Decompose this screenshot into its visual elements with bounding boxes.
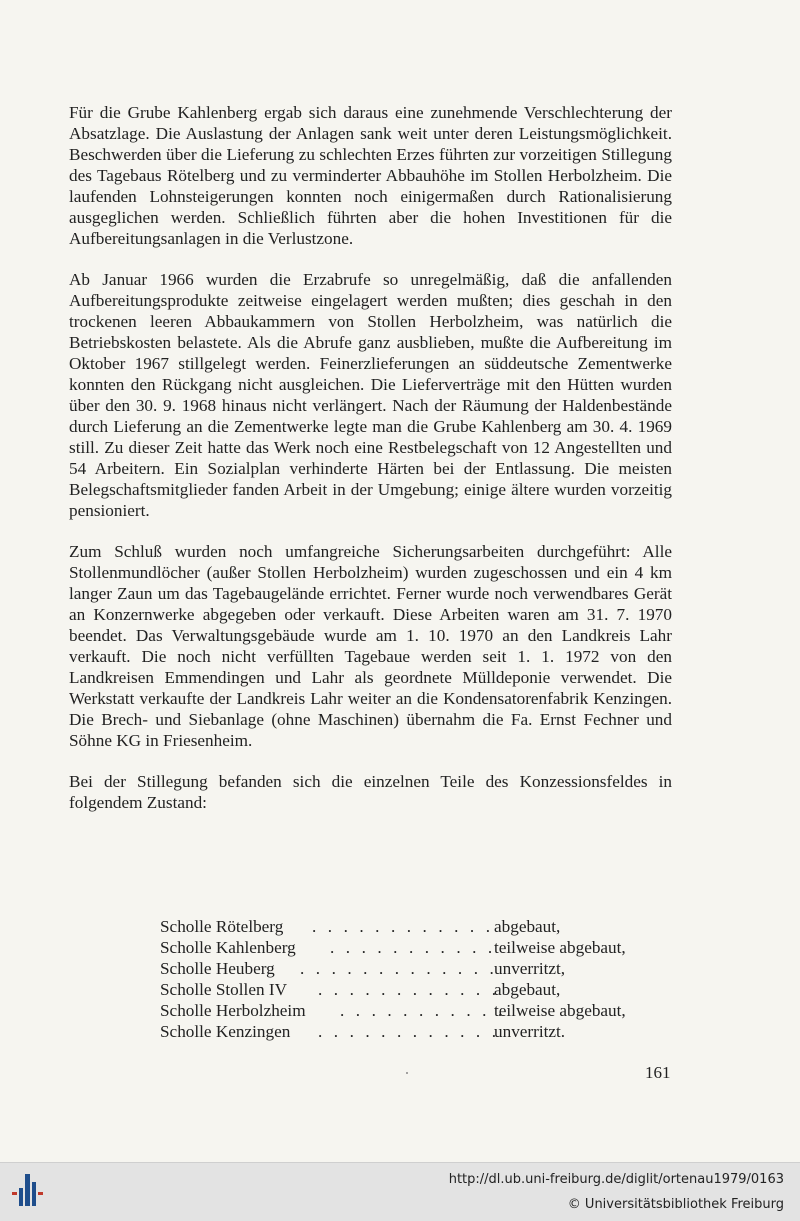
footer-copyright: © Universitätsbibliothek Freiburg bbox=[567, 1197, 784, 1212]
paragraph-2: Ab Januar 1966 wurden die Erzabrufe so unregelmäßig, daß die anfallenden Aufbereitungsprodukte zeitweise eingelagert werden mußten; dies geschah in den trockenen leeren Abbaukammern von Stollen Herbolzheim, was natürlich die Betriebskosten belastete. Als die Abrufe ganz ausblieben, mußte die Aufbereitung im Oktober 1967 stillgelegt werden. Feinerzlieferungen an süddeutsche Zementwerke konnten den Rückgang nicht ausgleichen. Die Lieferverträge mit den Hütten wurden über den 30. 9. 1968 hinaus nicht verlängert. Nach der Räumung der Haldenbestände durch Lieferung an die Zementwerke legte man die Grube Kahlenberg am 30. 4. 1969 still. Zu dieser Zeit hatte das Werk noch eine Restbelegschaft von 12 Angestellten und 54 Arbeitern. Ein Sozialplan verhinderte Härten bei der Entlassung. Die meisten Belegschaftsmitglieder fanden Arbeit in der Umgebung; einige ältere wurden vorzeitig pensioniert. bbox=[69, 270, 672, 520]
list-item-status: teilweise abgebaut, bbox=[494, 938, 626, 957]
list-item-leader: . . . . . . . . . . . . . bbox=[300, 959, 498, 978]
list-item-name: Scholle Kahlenberg bbox=[160, 938, 296, 957]
list-item-leader: . . . . . . . . . . . . bbox=[318, 980, 500, 999]
list-item bbox=[160, 979, 680, 1000]
list-item-leader: . . . . . . . . . . . bbox=[340, 1001, 506, 1020]
list-item bbox=[160, 1000, 680, 1021]
list-item bbox=[160, 916, 680, 937]
concession-field-list bbox=[160, 916, 680, 1042]
list-item-status: abgebaut, bbox=[494, 917, 561, 936]
list-item-status: unverritzt. bbox=[494, 1022, 566, 1041]
list-item-name: Scholle Kenzingen bbox=[160, 1022, 291, 1041]
body-text bbox=[69, 102, 672, 833]
list-item bbox=[160, 1021, 680, 1042]
list-item bbox=[160, 958, 680, 979]
list-item-name: Scholle Stollen IV bbox=[160, 980, 287, 999]
paragraph-4: Bei der Stillegung befanden sich die einzelnen Teile des Konzessionsfeldes in folgendem Zustand: bbox=[69, 772, 672, 812]
footer-bar bbox=[0, 1162, 800, 1221]
list-item-leader: . . . . . . . . . . . . bbox=[312, 917, 494, 936]
ub-freiburg-logo-icon bbox=[12, 1170, 52, 1212]
list-item-leader: . . . . . . . . . . . . bbox=[318, 1022, 500, 1041]
list-item-leader: . . . . . . . . . . . bbox=[330, 938, 496, 957]
list-item-status: unverritzt, bbox=[494, 959, 566, 978]
paragraph-3: Zum Schluß wurden noch umfangreiche Sicherungsarbeiten durchgeführt: Alle Stollenmundlöcher (außer Stollen Herbolzheim) wurden zugeschossen und ein 4 km langer Zaun um das Tagebaugelände errichtet. Ferner wurde noch verwendbares Gerät an Konzernwerke abgegeben oder verkauft. Diese Arbeiten waren am 31. 7. 1970 beendet. Das Verwaltungsgebäude wurde am 1. 10. 1970 an den Landkreis Lahr verkauft. Die noch nicht verfüllten Tagebaue werden seit 1. 1. 1972 von den Landkreisen Emmendingen und Lahr als geordnete Mülldeponie verwendet. Die Werkstatt verkaufte der Landkreis Lahr weiter an die Kondensatorenfabrik Kenzingen. Die Brech- und Siebanlage (ohne Maschinen) übernahm die Fa. Ernst Fechner und Söhne KG in Friesenheim. bbox=[69, 542, 672, 750]
scan-speck bbox=[406, 1072, 408, 1074]
paragraph-1: Für die Grube Kahlenberg ergab sich daraus eine zunehmende Verschlechterung der Absatzlage. Die Auslastung der Anlagen sank weit unter deren Leistungsmöglichkeit. Beschwerden über die Lieferung zu schlechten Erzes führten zur vorzeitigen Stillegung des Tagebaus Rötelberg und zu verminderter Abbauhöhe im Stollen Herbolzheim. Die laufenden Lohnsteigerungen konnten noch einigermaßen durch Rationalisierung ausgeglichen werden. Schließlich führten aber die hohen Investitionen für die Aufbereitungsanlagen in die Verlustzone. bbox=[69, 103, 672, 248]
list-item-status: teilweise abgebaut, bbox=[494, 1001, 626, 1020]
list-item-name: Scholle Herbolzheim bbox=[160, 1001, 306, 1020]
list-item-name: Scholle Rötelberg bbox=[160, 917, 284, 936]
list-item-status: abgebaut, bbox=[494, 980, 561, 999]
list-item bbox=[160, 937, 680, 958]
list-item-name: Scholle Heuberg bbox=[160, 959, 275, 978]
page-number: 161 bbox=[645, 1063, 671, 1082]
footer-url-link[interactable]: http://dl.ub.uni-freiburg.de/diglit/ortenau1979/0163 bbox=[448, 1172, 784, 1187]
